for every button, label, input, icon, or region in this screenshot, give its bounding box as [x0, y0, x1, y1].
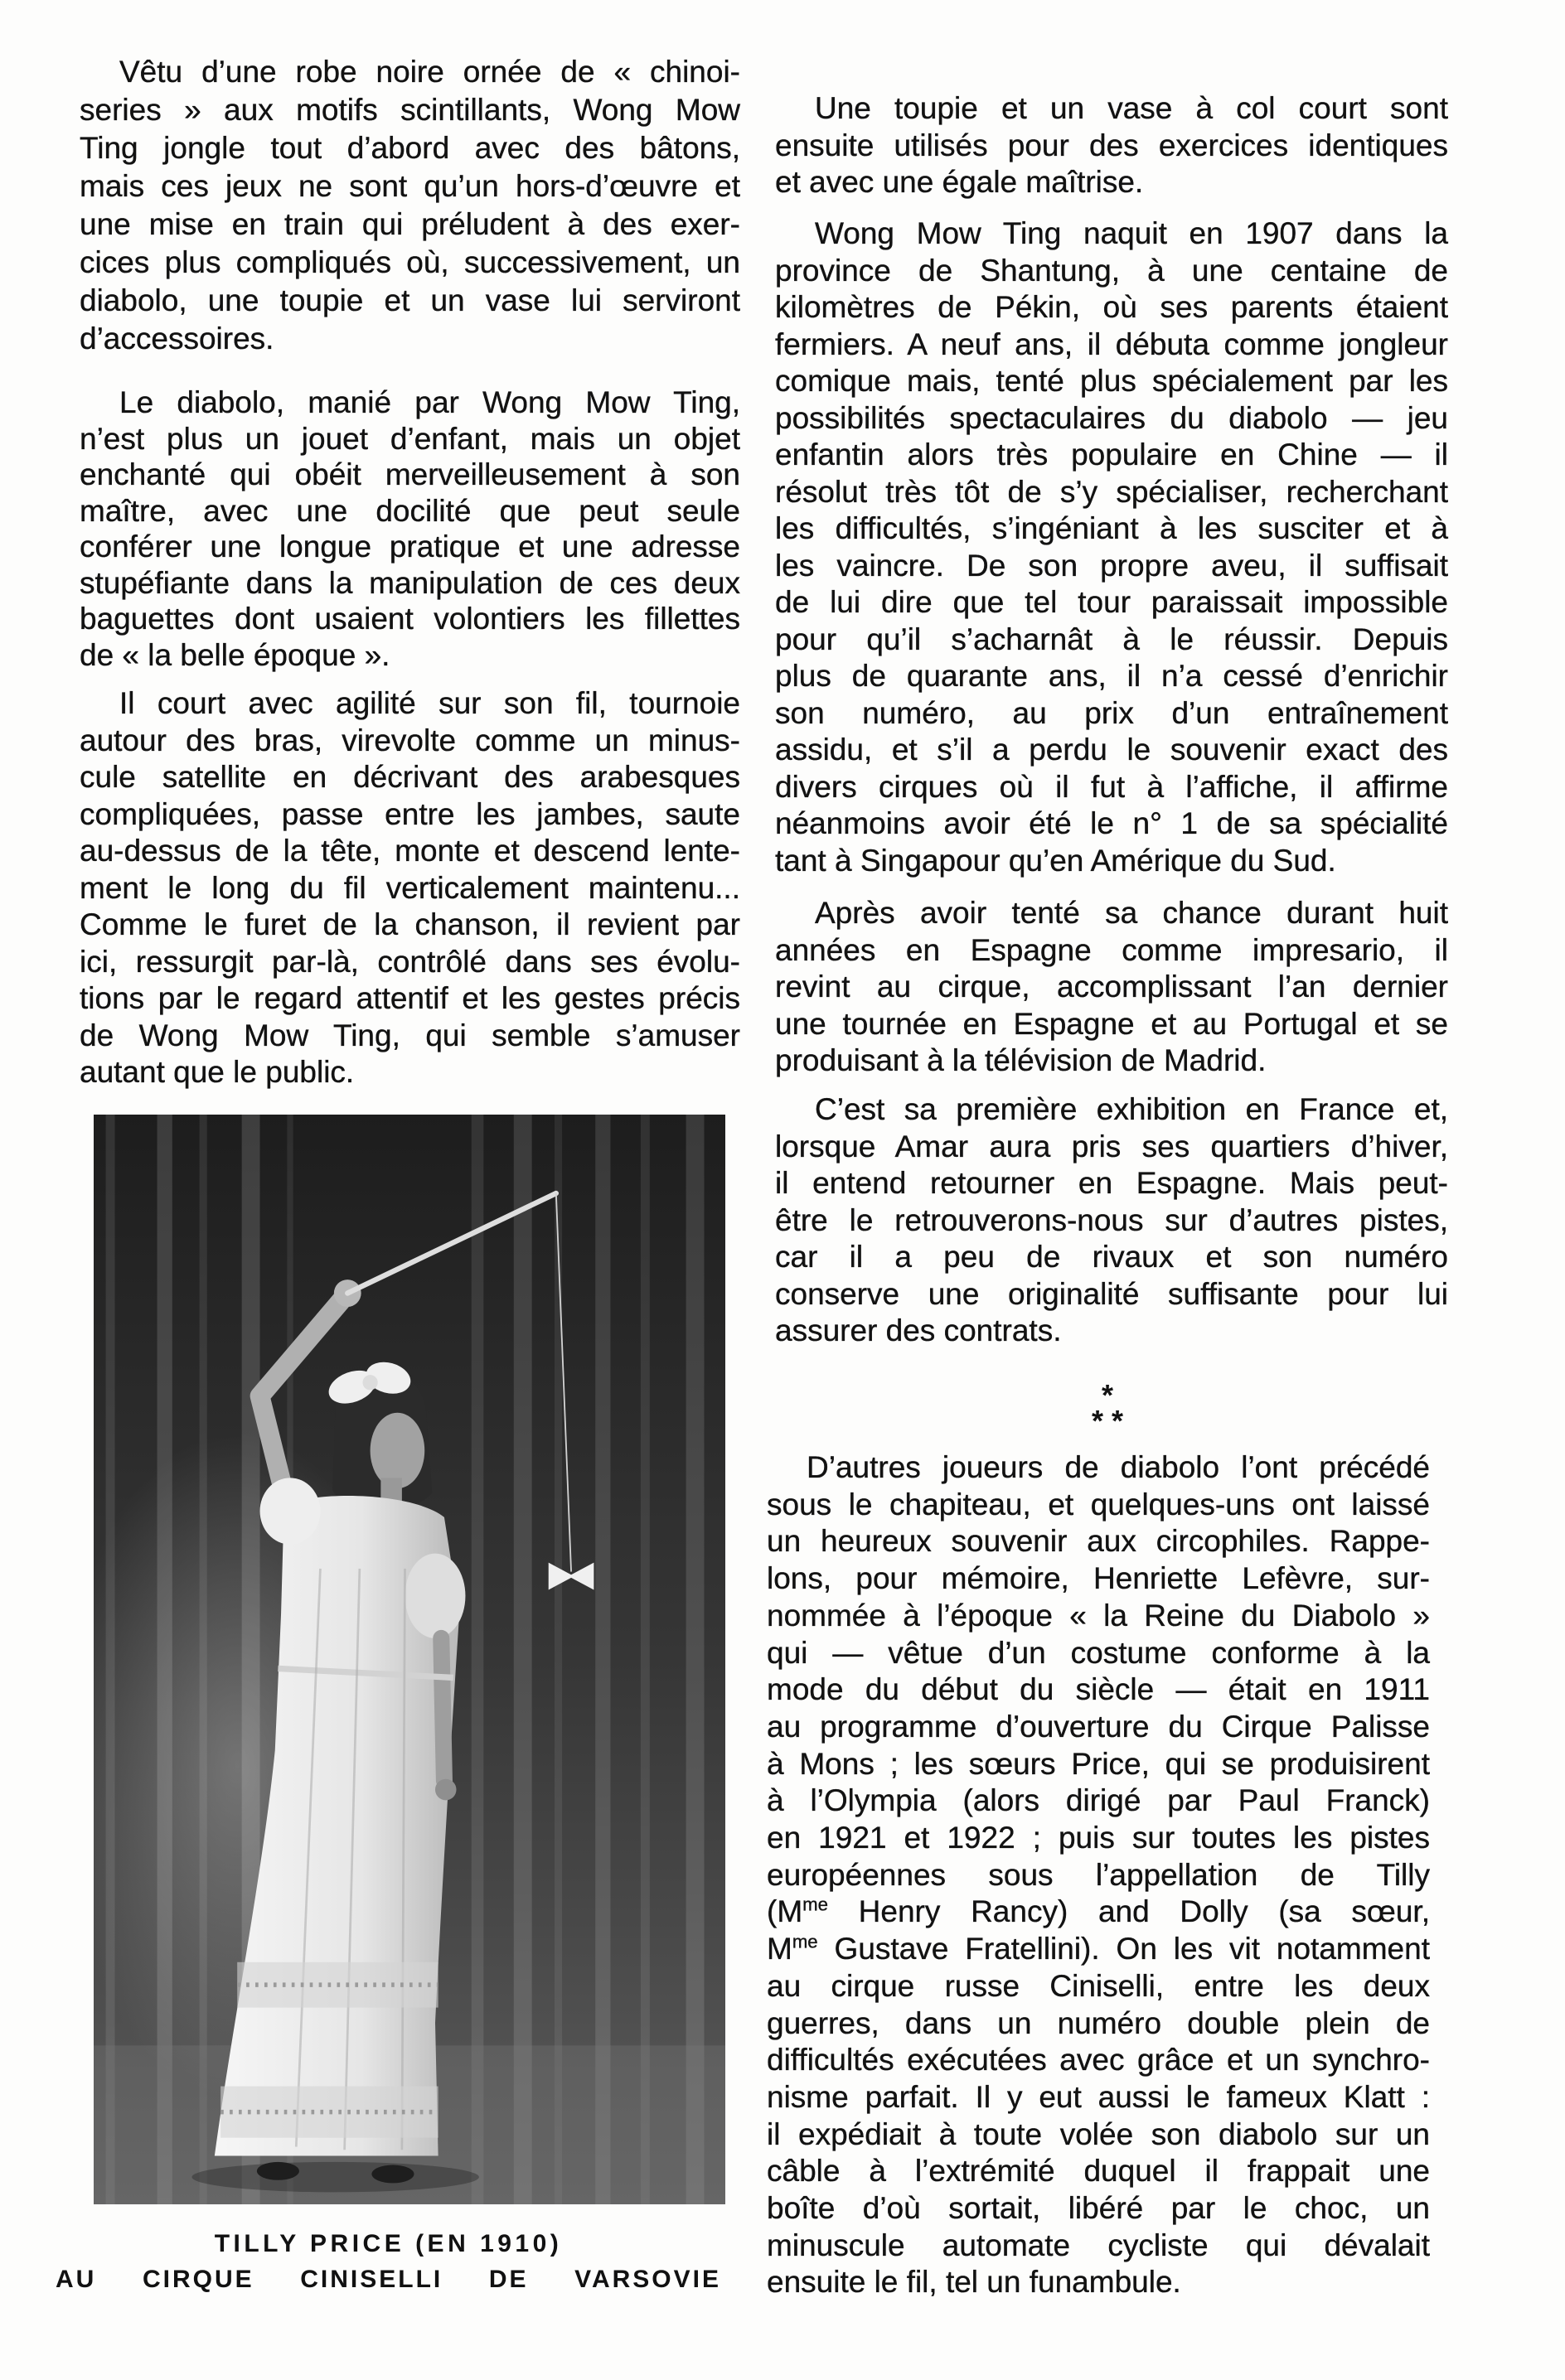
text-line: mais ces jeux ne sont qu’un hors-d’œuvre et [80, 169, 740, 203]
text-line: cices plus compliqués où, successivement, un [80, 245, 740, 279]
superscript: me [802, 1894, 828, 1916]
text-line: résolut très tôt de s’y spécialiser, recherchant [775, 474, 1448, 509]
hanging-hand [435, 1779, 457, 1801]
right-sleeve-puff [405, 1554, 466, 1638]
text-line: son numéro, au prix d’un entraînement [775, 695, 1448, 730]
text-line: conférer une longue pratique et une adresse [80, 530, 740, 564]
lace-band-lower [220, 2087, 438, 2138]
text-line [767, 1931, 1430, 1968]
figure [56, 1115, 725, 2300]
text-line: enfantin alors très populaire en Chine — il [775, 438, 1448, 472]
text-line: nisme parfait. Il y eut aussi le fameux Klatt : [767, 2079, 1430, 2114]
text-line: fermiers. A neuf ans, il débuta comme jongleur [775, 327, 1448, 361]
text-line: stupéfiante dans la manipulation de ces deux [80, 565, 740, 600]
right-column [767, 90, 1448, 2311]
text-line: ici, ressurgit par-là, contrôlé dans ses évolu- [80, 944, 740, 979]
paragraph-diabolo [80, 385, 740, 673]
text-line: de lui dire que tel tour paraissait impossible [775, 585, 1448, 619]
text-line: néanmoins avoir été le n° 1 de sa spécialité [775, 806, 1448, 840]
text-line: les difficultés, s’ingéniant à les susciter et à [775, 511, 1448, 545]
text-line: ensuite le fil, tel un funambule. [767, 2265, 1181, 2300]
text-line: n’est plus un jouet d’enfant, mais un objet [80, 421, 740, 456]
text-line: C’est sa première exhibition en France et, [815, 1092, 1448, 1126]
text-line: nommée à l’époque « la Reine du Diabolo » [767, 1598, 1430, 1633]
text-line: au programme d’ouverture du Cirque Palisse [767, 1709, 1430, 1744]
paragraph-tricks [80, 685, 740, 1091]
text-line: Vêtu d’une robe noire ornée de « chinoi- [119, 55, 740, 89]
asterism-top: * [1101, 1378, 1113, 1412]
text-line: possibilités spectaculaires du diabolo — jeu [775, 400, 1448, 435]
right-foot [371, 2165, 414, 2184]
text-line: un heureux souvenir aux circophiles. Rappe- [767, 1524, 1430, 1559]
superscript: me [792, 1931, 818, 1952]
left-column [80, 53, 740, 1097]
text-line [767, 1894, 1430, 1931]
text-line: comique mais, tenté plus spécialement par les [775, 364, 1448, 398]
text-line: guerres, dans un numéro double plein de [767, 2005, 1430, 2040]
text-line: cule satellite en décrivant des arabesques [80, 760, 740, 794]
text-line: divers cirques où il fut à l’affiche, il affirme [775, 769, 1448, 804]
text-segment: Gustave Fratellini). On les vit notamment [817, 1932, 1430, 1966]
text-line: une mise en train qui préludent à des exer- [80, 207, 740, 241]
text-line: province de Shantung, à une centaine de [775, 253, 1448, 288]
paragraph-other-players [767, 1449, 1430, 2301]
text-line: câble à l’extrémité duquel il frappait une [767, 2154, 1430, 2189]
text-line: produisant à la télévision de Madrid. [775, 1043, 1267, 1077]
paragraph-costume [80, 53, 740, 358]
text-line: et avec une égale maîtrise. [775, 165, 1144, 199]
text-line: de Wong Mow Ting, qui semble s’amuser [80, 1018, 740, 1052]
text-line: sous le chapiteau, et quelques-uns ont laissé [767, 1487, 1430, 1521]
photo-illustration [94, 1115, 725, 2204]
curtain-fold [641, 1115, 650, 2204]
paragraph-france [775, 1091, 1448, 1350]
text-line: assidu, et s’il a perdu le souvenir exact des [775, 733, 1448, 767]
text-line: conserve une originalité suffisante pour lui [775, 1276, 1448, 1311]
text-line: à Mons ; les sœurs Price, qui se produisirent [767, 1746, 1430, 1781]
text-line: lons, pour mémoire, Henriette Lefèvre, sur- [767, 1561, 1430, 1596]
text-line: en 1921 et 1922 ; puis sur toutes les pistes [767, 1821, 1430, 1855]
text-line: D’autres joueurs de diabolo l’ont précédé [807, 1450, 1430, 1484]
text-line: enchanté qui obéit merveilleusement à son [80, 457, 740, 491]
asterism-separator [767, 1378, 1448, 1438]
photo-tilly-price [94, 1115, 725, 2204]
text-line: assurer des contrats. [775, 1313, 1062, 1347]
text-line: maître, avec une docilité que peut seule [80, 493, 740, 528]
text-line: Une toupie et un vase à col court sont [815, 91, 1448, 125]
text-line: années en Espagne comme impresario, il [775, 932, 1448, 967]
text-line: autour des bras, virevolte comme un minus- [80, 723, 740, 757]
paragraph-toupie [775, 90, 1448, 201]
text-line: de « la belle époque ». [80, 637, 390, 672]
hair-bow-knot [362, 1375, 377, 1390]
text-line: européennes sous l’appellation de Tilly [767, 1857, 1430, 1892]
text-line: d’accessoires. [80, 322, 274, 356]
left-sleeve-puff [260, 1478, 321, 1544]
paragraph-biography [775, 215, 1448, 879]
text-line: il expédiait à toute volée son diabolo sur un [767, 2116, 1430, 2151]
text-line: baguettes dont usaient volontiers les fillettes [80, 602, 740, 636]
text-line: car il a peu de rivaux et son numéro [775, 1240, 1448, 1274]
text-line: boîte d’où sortait, libéré par le choc, un [767, 2191, 1430, 2226]
text-line: lorsque Amar aura pris ses quartiers d’hiver, [775, 1129, 1448, 1163]
text-line: Il court avec agilité sur son fil, tournoie [119, 686, 740, 720]
caption-line-2: AU CIRQUE CINISELLI DE VARSOVIE [56, 2266, 721, 2293]
text-line: series » aux motifs scintillants, Wong Mow [80, 93, 740, 127]
text-line: Comme le furet de la chanson, il revient par [80, 907, 740, 941]
left-foot [257, 2162, 299, 2180]
caption-line-1: TILLY PRICE (EN 1910) [214, 2230, 563, 2257]
text-segment: (M [767, 1894, 803, 1929]
text-line: être le retrouverons-nous sur d’autres pistes, [775, 1202, 1448, 1237]
text-line: il entend retourner en Espagne. Mais peut- [775, 1166, 1448, 1200]
text-segment: Henry Rancy) and Dolly (sa sœur, [827, 1894, 1430, 1929]
curtain-fold [472, 1115, 484, 2204]
text-line: Wong Mow Ting naquit en 1907 dans la [815, 216, 1448, 250]
text-line: à l’Olympia (alors dirigé par Paul Franck) [767, 1783, 1430, 1818]
text-segment: M [767, 1932, 792, 1966]
text-line: les vaincre. De son propre aveu, il suffisait [775, 548, 1448, 583]
text-line: pour qu’il s’acharnât à le réussir. Depuis [775, 622, 1448, 656]
curtain-fold [686, 1115, 705, 2204]
asterism-bottom: * * [1091, 1404, 1124, 1438]
text-line: Après avoir tenté sa chance durant huit [815, 896, 1448, 930]
text-line: Ting jongle tout d’abord avec des bâtons, [80, 131, 740, 165]
text-line: revint au cirque, accomplissant l’an dernier [775, 970, 1448, 1004]
text-line: au-dessus de la tête, monte et descend lente- [80, 834, 740, 868]
text-line: Le diabolo, manié par Wong Mow Ting, [119, 385, 740, 419]
text-line: compliquées, passe entre les jambes, saute [80, 796, 740, 831]
text-line: diabolo, une toupie et un vase lui serviront [80, 283, 740, 317]
text-line: ensuite utilisés pour des exercices identiques [775, 128, 1448, 162]
curtain-fold [157, 1115, 172, 2204]
curtain-fold [106, 1115, 115, 2204]
floor-shadow [191, 2162, 478, 2193]
paragraph-spain [775, 895, 1448, 1080]
face [371, 1413, 425, 1488]
text-line: qui — vêtue d’un costume conforme à la [767, 1635, 1430, 1670]
curtain-fold [200, 1115, 207, 2204]
text-line: une tournée en Espagne et au Portugal et se [775, 1006, 1448, 1041]
curtain-fold [514, 1115, 532, 2204]
text-line: ment le long du fil verticalement maintenu... [80, 870, 740, 905]
text-line: minuscule automate cycliste qui dévalait [767, 2228, 1430, 2262]
text-line: tions par le regard attentif et les gestes précis [80, 981, 740, 1015]
text-line: au cirque russe Ciniselli, entre les deux [767, 1968, 1430, 2003]
text-line: autant que le public. [80, 1055, 355, 1089]
text-line: kilomètres de Pékin, où ses parents étaient [775, 290, 1448, 324]
text-line: mode du début du siècle — était en 1911 [767, 1672, 1430, 1707]
curtain-fold [595, 1115, 610, 2204]
text-line: difficultés exécutées avec grâce et un synchro- [767, 2043, 1430, 2078]
text-line: tant à Singapour qu’en Amérique du Sud. [775, 843, 1336, 878]
text-line: plus de quarante ans, il n’a cessé d’enrichir [775, 659, 1448, 693]
hanging-arm [441, 1638, 444, 1781]
curtain-fold [555, 1115, 562, 2204]
